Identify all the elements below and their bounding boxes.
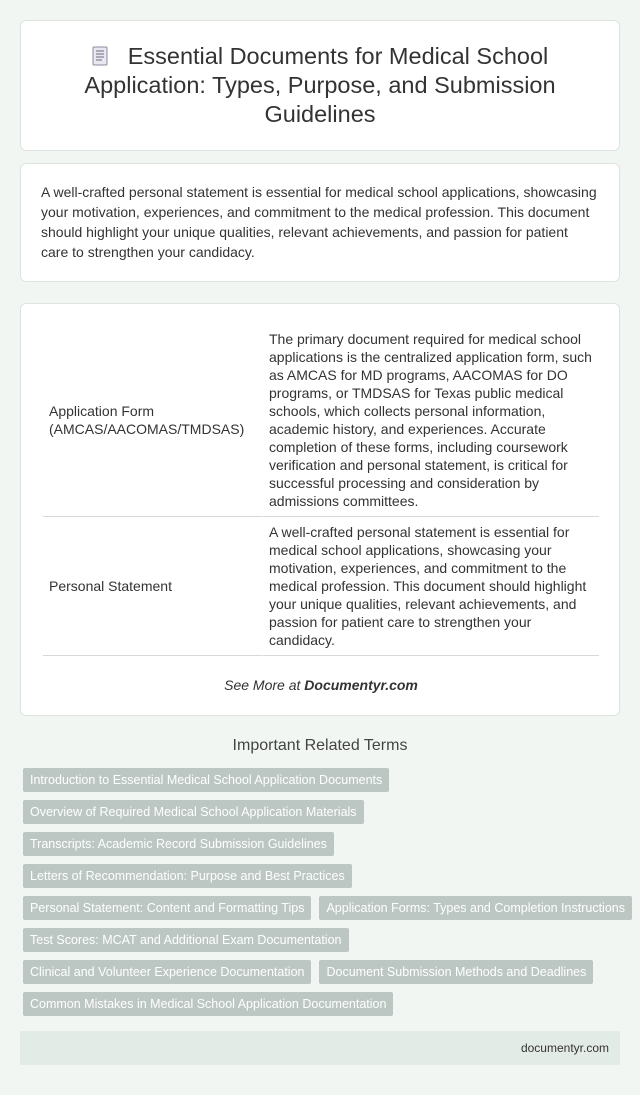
tag-row (23, 960, 623, 984)
related-tag[interactable]: Personal Statement: Content and Formatting Tips (23, 896, 311, 920)
table-row (43, 324, 599, 517)
tag-row (23, 800, 623, 824)
title-wrap (60, 42, 580, 129)
tag-row (23, 864, 623, 888)
related-tag[interactable]: Common Mistakes in Medical School Application Documentation (23, 992, 393, 1016)
see-more-prefix: See More at (224, 677, 305, 693)
footer-link[interactable]: documentyr.com (520, 1041, 609, 1055)
table-term: Application Form (AMCAS/AACOMAS/TMDSAS) (43, 324, 262, 517)
tag-row (23, 832, 623, 856)
tag-row (23, 928, 623, 952)
related-tags (23, 768, 623, 1024)
documents-table (43, 324, 599, 656)
tag-row (23, 896, 623, 920)
page-title: Essential Documents for Medical School Application: Types, Purpose, and Submission Guidelines (84, 43, 556, 127)
related-tag[interactable]: Application Forms: Types and Completion Instructions (319, 896, 632, 920)
document-icon (92, 46, 108, 66)
related-terms-heading: Important Related Terms (232, 737, 408, 754)
related-tag[interactable]: Document Submission Methods and Deadlines (319, 960, 593, 984)
table-description: A well-crafted personal statement is essential for medical school applications, showcasing your motivation, experiences, and commitment to the medical profession. This document should highlight your unique qualities, relevant achievements, and passion for patient care to strengthen your candidacy. (262, 517, 599, 656)
tag-row (23, 992, 623, 1016)
related-tag[interactable]: Clinical and Volunteer Experience Documentation (23, 960, 311, 984)
table-description: The primary document required for medical school applications is the centralized application form, such as AMCAS for MD programs, AACOMAS for DO programs, or TMDSAS for Texas public medical schools, which collects personal information, academic history, and experiences. Accurate completion of these forms, including coursework verification and personal statement, is critical for successful processing and consideration by admissions committees. (262, 324, 599, 517)
tag-row (23, 768, 623, 792)
table-row (43, 517, 599, 656)
table-term: Personal Statement (43, 517, 262, 656)
see-more (21, 677, 621, 693)
related-tag[interactable]: Overview of Required Medical School Application Materials (23, 800, 364, 824)
related-tag[interactable]: Test Scores: MCAT and Additional Exam Documentation (23, 928, 349, 952)
intro-card (20, 163, 620, 282)
table-card (20, 303, 620, 716)
intro-text: A well-crafted personal statement is essential for medical school applications, showcasing your motivation, experiences, and commitment to the medical profession. This document should highlight your unique qualities, relevant achievements, and passion for patient care to strengthen your candidacy. (41, 184, 597, 260)
related-tag[interactable]: Transcripts: Academic Record Submission Guidelines (23, 832, 334, 856)
see-more-link[interactable]: Documentyr.com (304, 677, 418, 693)
title-card (20, 20, 620, 151)
related-tag[interactable]: Introduction to Essential Medical School Application Documents (23, 768, 389, 792)
footer (20, 1031, 620, 1065)
related-tag[interactable]: Letters of Recommendation: Purpose and Best Practices (23, 864, 352, 888)
